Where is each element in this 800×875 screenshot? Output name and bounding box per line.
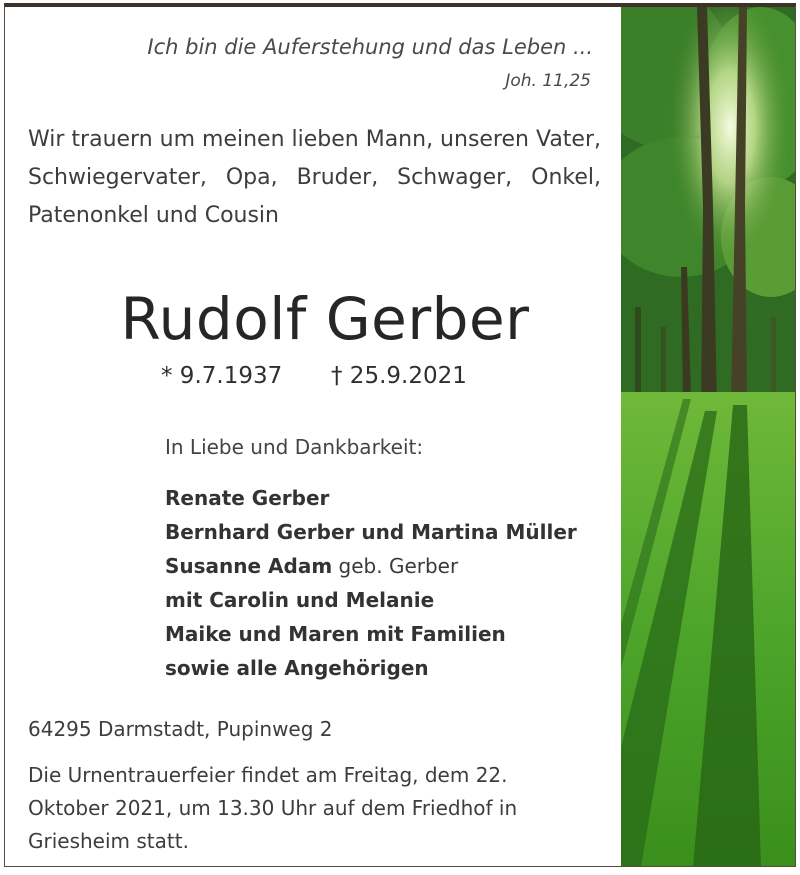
- forest-photo-icon: [621, 7, 796, 866]
- bible-quote: Ich bin die Auferstehung und das Leben ...: [147, 35, 593, 59]
- bible-reference: Joh. 11,25: [505, 71, 591, 91]
- text-column: [5, 7, 623, 866]
- mourner-line: Susanne Adam geb. Gerber: [165, 554, 459, 578]
- death-date: † 25.9.2021: [331, 363, 467, 389]
- birth-date: * 9.7.1937: [161, 363, 283, 389]
- mourners-list: [165, 481, 577, 685]
- funeral-service-info: Die Urnentrauerfeier findet am Freitag, dem 22. Oktober 2021, um 13.30 Uhr auf dem Friedhof in Griesheim statt.: [28, 763, 518, 853]
- obituary-notice: [4, 3, 796, 867]
- intro-text: Wir trauern um meinen lieben Mann, unseren Vater, Schwiegervater, Opa, Bruder, Schwager, Onkel, Patenonkel und Cousin: [28, 127, 601, 228]
- mourner-line: Maike und Maren mit Familien: [165, 622, 506, 646]
- mourner-line: Renate Gerber: [165, 486, 330, 510]
- deceased-name: Rudolf Gerber: [120, 285, 530, 353]
- address: 64295 Darmstadt, Pupinweg 2: [28, 717, 333, 741]
- mourner-line: Bernhard Gerber und Martina Müller: [165, 520, 577, 544]
- mourner-line: mit Carolin und Melanie: [165, 588, 435, 612]
- mourners-heading: In Liebe und Dankbarkeit:: [165, 435, 424, 459]
- mourner-line: sowie alle Angehörigen: [165, 656, 429, 680]
